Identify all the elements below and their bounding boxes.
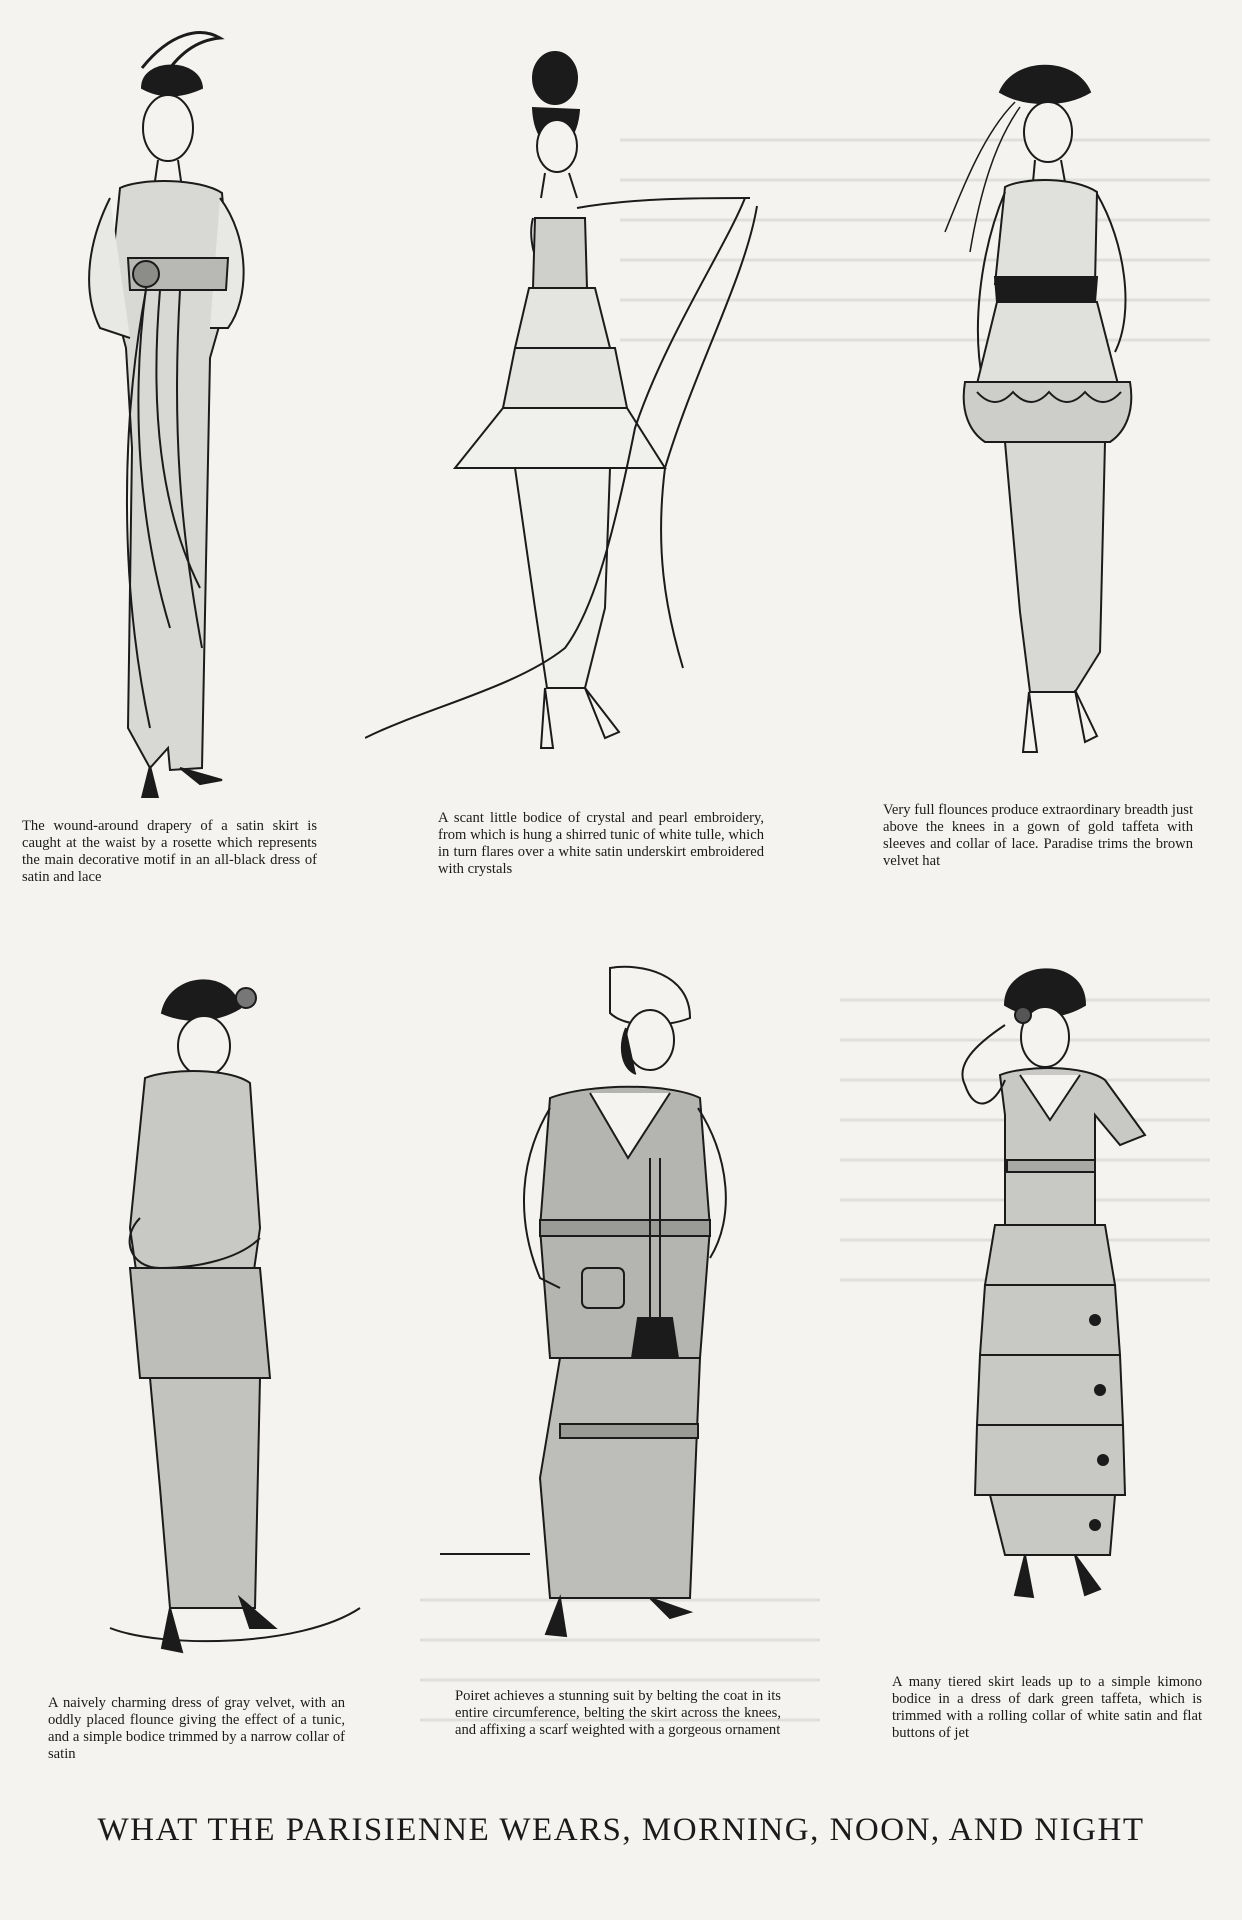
caption-4: A naively charming dress of gray velvet, with an oddly placed flounce giving the effect of a tunic, and a simple bodice trimmed by a narrow collar of satin [48,1695,345,1762]
caption-2: A scant little bodice of crystal and pearl embroidery, from which is hung a shirred tunic of white tulle, which in turn flares over a white satin underskirt embroidered with crystals [438,810,764,877]
fashion-illustration-6 [935,955,1185,1655]
fashion-illustration-4 [100,968,370,1658]
fashion-illustration-5 [440,958,760,1658]
fashion-illustration-1 [50,28,250,798]
caption-3: Very full flounces produce extraordinary breadth just above the knees in a gown of gold taffeta with sleeves and collar of lace. Paradise trims the brown velvet hat [883,802,1193,869]
fashion-illustration-3 [925,52,1165,772]
caption-5: Poiret achieves a stunning suit by belting the coat in its entire circumference, belting the skirt across the knees, and affixing a scarf weighted with a gorgeous ornament [455,1688,781,1738]
caption-6: A many tiered skirt leads up to a simple kimono bodice in a dress of dark green taffeta, which is trimmed with a rolling collar of white satin and flat buttons of jet [892,1674,1202,1741]
page-headline: WHAT THE PARISIENNE WEARS, MORNING, NOON, AND NIGHT [97,1812,1145,1848]
fashion-illustration-2 [365,48,855,788]
caption-1: The wound-around drapery of a satin skirt is caught at the waist by a rosette which represents the main decorative motif in an all-black dress of satin and lace [22,818,317,885]
